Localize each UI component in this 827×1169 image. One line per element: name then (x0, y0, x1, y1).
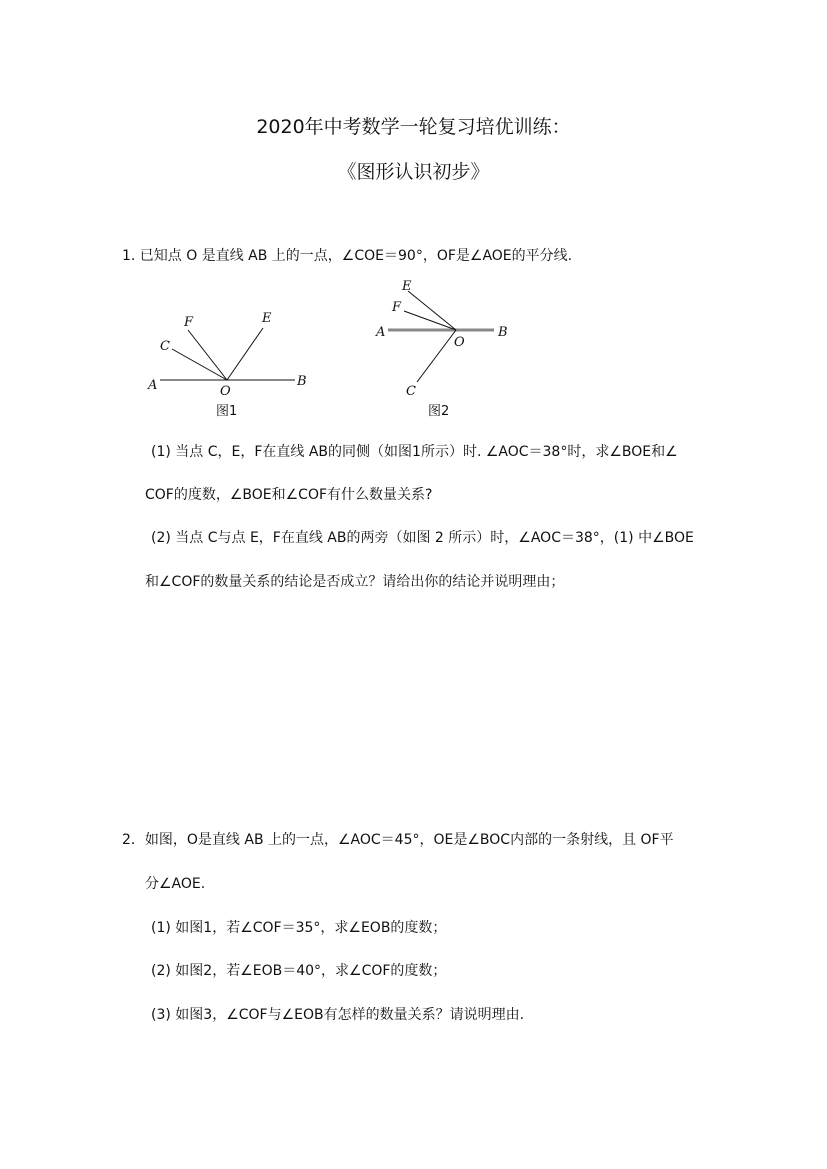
fig1-ray-oe (227, 328, 263, 380)
fig2-caption: 图2 (428, 404, 450, 419)
fig2-label-b: B (498, 325, 508, 340)
page-title: 2020年中考数学一轮复习培优训练： (256, 116, 571, 138)
fig1-ray-oc (172, 349, 227, 380)
fig1-ray-of (188, 330, 227, 380)
q2-part3: (3) 如图3，∠COF与∠EOB有怎样的数量关系？请说明理由. (151, 1007, 525, 1023)
fig2-label-e: E (402, 279, 412, 294)
q1-figure-2 (370, 275, 520, 420)
q2-stem-line1: 2．如图，O是直线 AB 上的一点，∠AOC＝45°，OE是∠BOC内部的一条射线，且 OF平 (122, 832, 674, 848)
fig1-caption: 图1 (216, 404, 238, 419)
fig1-label-a: A (148, 378, 158, 393)
q1-figure-1 (140, 305, 320, 420)
fig1-label-o: O (220, 384, 231, 399)
q1-part2-line2: 和∠COF的数量关系的结论是否成立？请给出你的结论并说明理由； (145, 574, 565, 590)
fig1-label-b: B (297, 374, 307, 389)
q2-part2: (2) 如图2，若∠EOB＝40°，求∠COF的度数； (151, 963, 447, 979)
fig2-ray-of (404, 311, 456, 330)
fig2-ray-oe (408, 291, 456, 330)
fig1-label-f: F (184, 315, 194, 330)
q1-part2-line1: (2) 当点 C与点 E，F在直线 AB的两旁（如图 2 所示）时，∠AOC＝38°，(1) 中∠BOE (151, 530, 694, 546)
fig2-label-o: O (454, 335, 465, 350)
q1-part1-line1: (1) 当点 C，E，F在直线 AB的同侧（如图1所示）时. ∠AOC＝38°时，求∠BOE和∠ (151, 444, 678, 460)
fig2-label-a: A (376, 325, 386, 340)
q1-part1-line2: COF的度数，∠BOE和∠COF有什么数量关系? (145, 487, 433, 503)
fig1-label-c: C (160, 339, 170, 354)
fig2-label-c: C (406, 384, 416, 399)
q2-part1: (1) 如图1，若∠COF＝35°，求∠EOB的度数； (151, 920, 447, 936)
fig1-label-e: E (262, 311, 272, 326)
q1-stem: 1. 已知点 O 是直线 AB 上的一点，∠COE＝90°，OF是∠AOE的平分线. (122, 248, 573, 264)
fig2-label-f: F (392, 300, 402, 315)
page-subtitle: 《图形认识初步》 (337, 161, 490, 183)
q2-stem-line2: 分∠AOE. (145, 876, 206, 892)
fig2-ray-oc (417, 330, 456, 382)
